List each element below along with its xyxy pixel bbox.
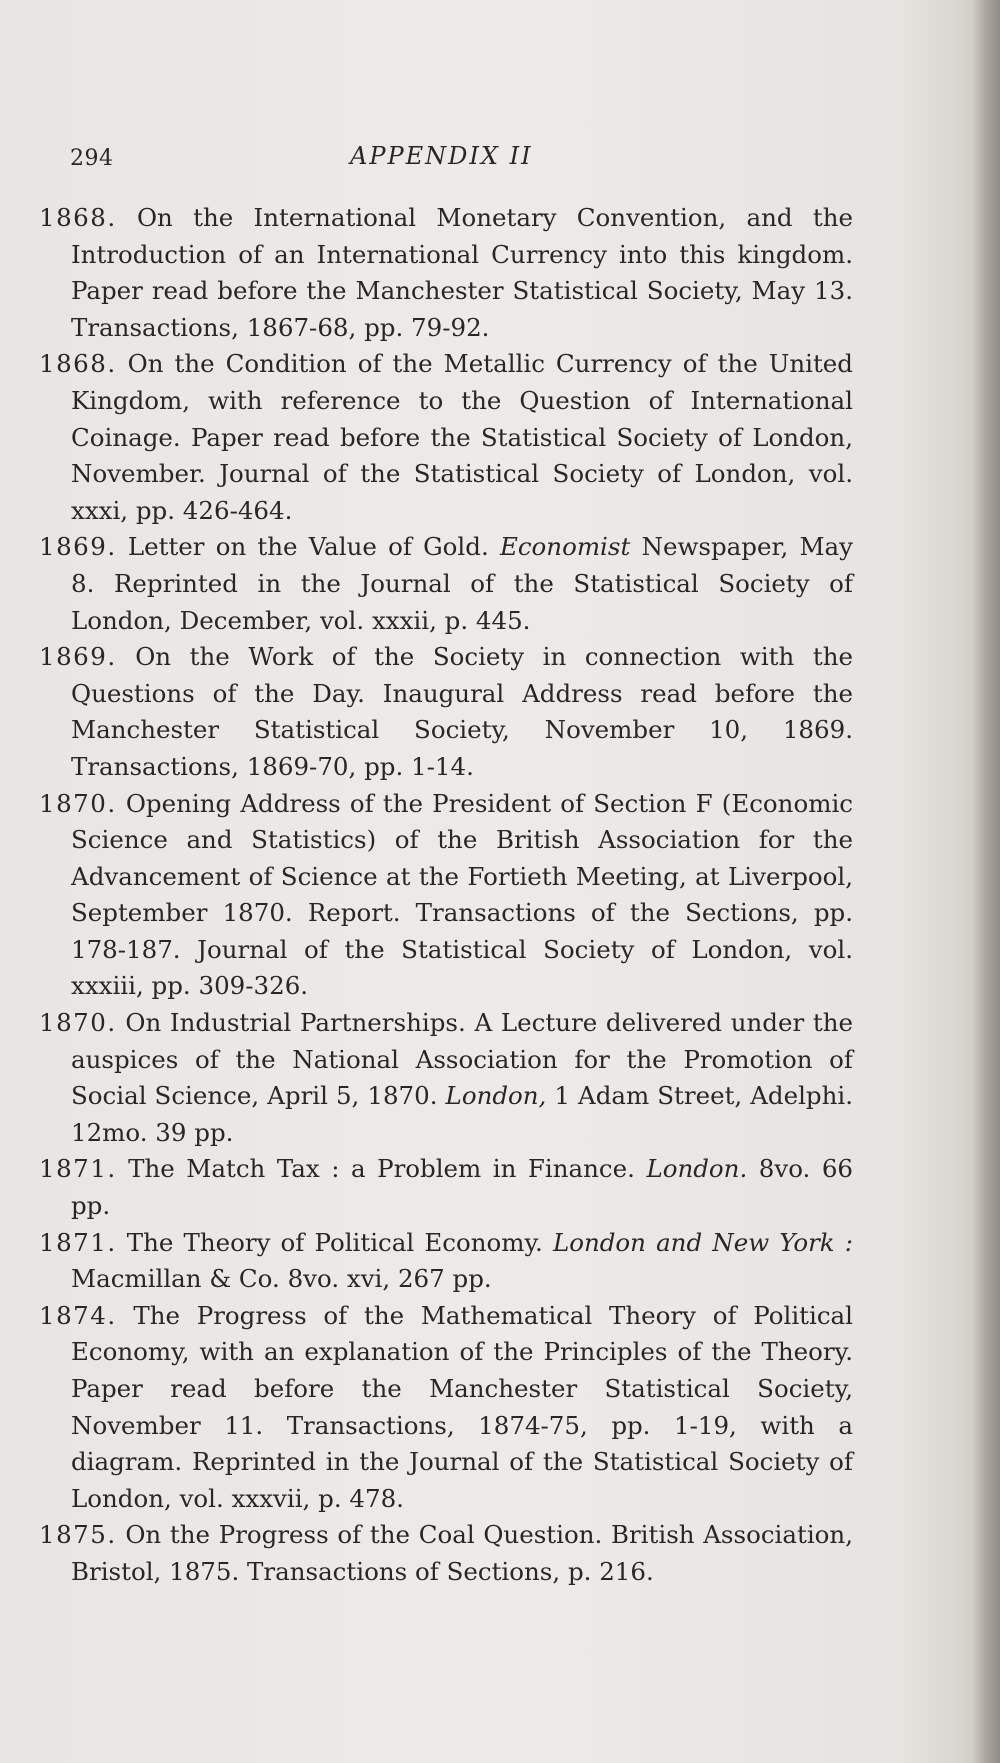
running-head — [70, 142, 850, 182]
bibliography-entry — [39, 346, 853, 529]
entry-text: The Match Tax : a Problem in Finance. — [128, 1154, 635, 1184]
entry-year: 1875. — [39, 1520, 117, 1550]
entry-text: On Industrial Partnerships. A Lecture delivered under the auspices of the National Association for the Promotion of Social Science, April 5, 1870. — [71, 1008, 853, 1111]
entry-italic-title: Economist — [499, 532, 631, 562]
bibliography-list — [39, 200, 853, 1591]
entry-text: The Progress of the Mathematical Theory of Political Economy, with an explanation of the Principles of the Theory. Paper read before the Manchester Statistical Society, November 11. Transactions, 1874-75, pp. 1-19, with a diagram. Reprinted in the Journal of the Statistical Society of London, vol. xxxvii, p. 478. — [71, 1300, 853, 1513]
entry-text: On the Condition of the Metallic Currency of the United Kingdom, with reference to the Question of International Coinage. Paper read before the Statistical Society of London, November. Journal of the Statistical Society of London, vol. xxxi, pp. 426-464. — [71, 349, 853, 525]
bibliography-entry — [39, 1225, 853, 1298]
entry-year: 1869. — [39, 642, 117, 672]
entry-year: 1868. — [39, 203, 117, 232]
entry-year: 1871. — [39, 1227, 117, 1257]
entry-text: On the Work of the Society in connection with the Questions of the Day. Inaugural Address read before the Manchester Statistical Society, November 10, 1869. Transactions, 1869-70, pp. 1-14. — [71, 642, 853, 781]
entry-text: Macmillan & Co. 8vo. xvi, 267 pp. — [71, 1264, 492, 1294]
entry-text: Opening Address of the President of Section F (Economic Science and Statistics) of the British Association for the Advancement of Science at the Fortieth Meeting, at Liverpool, September 1870. Report. Transactions of the Sections, pp. 178-187. Journal of the Statistical Society of London, vol. xxxiii, pp. 309-326. — [71, 788, 853, 1001]
bibliography-entry — [39, 529, 853, 639]
entry-text: On the Progress of the Coal Question. British Association, Bristol, 1875. Transactions of Sections, p. 216. — [71, 1520, 853, 1586]
bibliography-entry — [39, 1151, 853, 1224]
bibliography-entry — [39, 639, 853, 785]
entry-italic-place: London and New York : — [552, 1227, 853, 1257]
entry-text: 8vo. 66 pp. — [71, 1154, 854, 1221]
bibliography-entry — [39, 1517, 853, 1590]
entry-text: The Theory of Political Economy. — [126, 1227, 543, 1257]
entry-text: Letter on the Value of Gold. — [127, 532, 489, 562]
entry-year: 1870. — [39, 1008, 117, 1038]
bibliography-entry — [39, 1005, 853, 1151]
page-number: 294 — [70, 146, 114, 171]
book-spine-shadow — [970, 0, 1000, 1763]
entry-text: Newspaper, May 8. Reprinted in the Journal of the Statistical Society of London, December, vol. xxxii, p. 445. — [71, 532, 854, 635]
entry-text: 1 Adam Street, Adelphi. 12mo. 39 pp. — [71, 1081, 854, 1147]
entry-year: 1869. — [39, 532, 117, 562]
bibliography-entry — [39, 1298, 853, 1518]
entry-year: 1868. — [39, 349, 117, 379]
entry-text: On the International Monetary Convention, and the Introduction of an International Currency into this kingdom. Paper read before the Manchester Statistical Society, May 13. Transactions, 1867-68, pp. 79-92. — [71, 203, 853, 342]
entry-year: 1870. — [39, 788, 117, 818]
entry-year: 1874. — [39, 1300, 117, 1330]
entry-italic-place: London. — [646, 1154, 748, 1184]
entry-year: 1871. — [39, 1154, 117, 1184]
running-title: APPENDIX II — [350, 142, 533, 170]
entry-italic-place: London, — [445, 1081, 547, 1111]
bibliography-entry — [39, 786, 853, 1006]
bibliography-entry — [39, 200, 853, 346]
